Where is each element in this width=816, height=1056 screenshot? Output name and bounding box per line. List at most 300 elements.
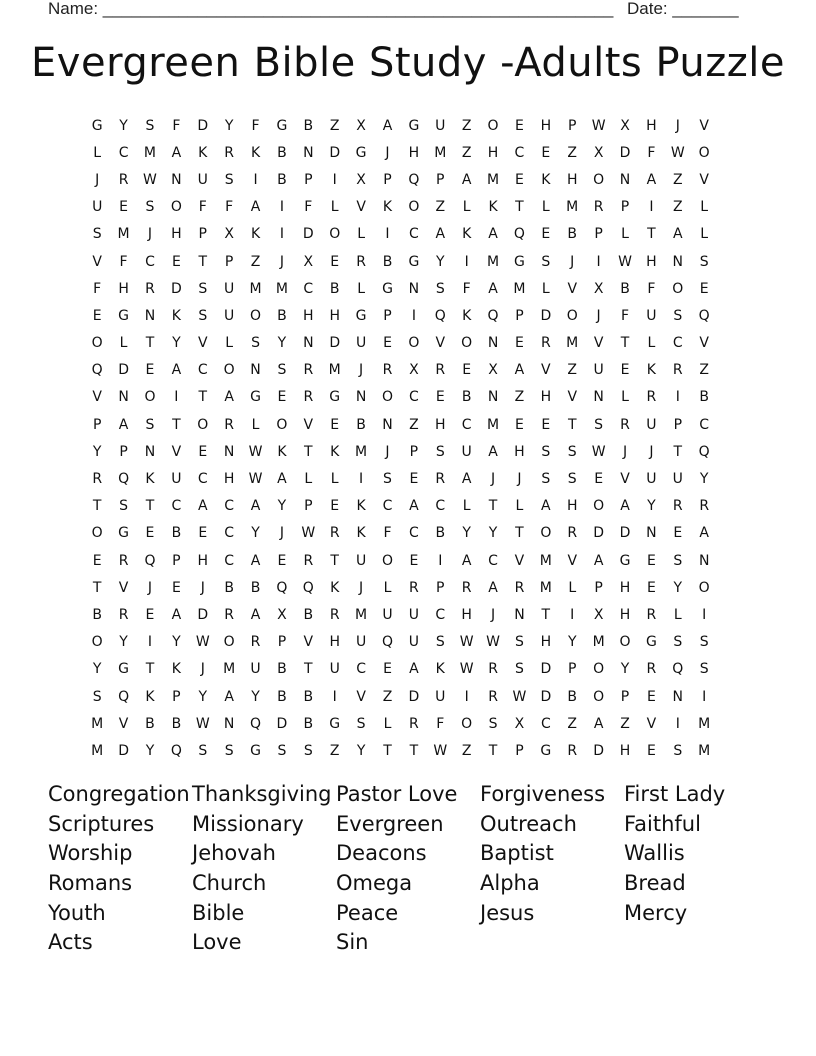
word-item: Evergreen (336, 811, 444, 836)
grid-cell: N (487, 335, 499, 352)
grid-cell: T (145, 498, 155, 515)
grid-cell: R (356, 253, 366, 270)
grid-cell: J (385, 144, 390, 161)
grid-cell: V (567, 280, 578, 297)
grid-cell: O (461, 715, 473, 732)
grid-cell: S (383, 471, 392, 488)
grid-cell: T (383, 742, 392, 759)
grid-cell: C (408, 226, 419, 243)
grid-cell: H (566, 171, 578, 188)
grid-cell: C (672, 335, 683, 352)
grid-cell: I (253, 171, 258, 188)
grid-cell: L (515, 498, 524, 515)
grid-cell: P (198, 226, 207, 243)
grid-cell: K (198, 144, 208, 161)
grid-row (84, 139, 717, 166)
grid-cell: B (699, 389, 709, 406)
grid-cell: T (145, 661, 155, 678)
grid-cell: F (436, 715, 445, 732)
grid-cell: T (198, 253, 208, 270)
word-item: Deacons (336, 841, 427, 866)
grid-cell: S (567, 443, 577, 460)
grid-cell: J (570, 253, 575, 270)
grid-cell: E (409, 471, 419, 488)
grid-cell: X (303, 253, 314, 270)
grid-cell: E (330, 416, 340, 433)
grid-cell: F (225, 199, 234, 216)
grid-row (84, 547, 717, 574)
grid-row (84, 710, 717, 737)
grid-cell: L (357, 226, 365, 243)
grid-cell: Y (673, 579, 683, 596)
grid-cell: X (514, 715, 525, 732)
grid-cell: L (119, 335, 128, 352)
grid-cell: L (621, 226, 629, 243)
grid-cell: R (540, 335, 551, 352)
grid-cell: F (304, 199, 313, 216)
grid-cell: B (303, 606, 314, 623)
grid-cell: E (435, 389, 445, 406)
word-item: Faithful (624, 811, 701, 836)
grid-cell: V (92, 389, 102, 406)
grid-cell: T (330, 552, 339, 569)
grid-cell: F (172, 117, 181, 134)
grid-cell: Y (172, 634, 181, 651)
grid-row (84, 737, 717, 764)
grid-cell: E (620, 362, 630, 379)
grid-cell: E (515, 117, 524, 134)
grid-cell: S (541, 443, 551, 460)
grid-cell: Z (672, 171, 683, 188)
grid-cell: S (224, 171, 234, 188)
grid-cell: Z (461, 144, 472, 161)
grid-cell: R (699, 498, 710, 515)
grid-cell: J (359, 579, 364, 596)
grid-cell: O (381, 552, 393, 569)
word-item: Missionary (192, 811, 304, 836)
grid-cell: R (646, 389, 657, 406)
grid-cell: R (329, 606, 340, 623)
grid-cell: P (568, 661, 577, 678)
grid-cell: N (303, 144, 314, 161)
grid-cell: R (118, 171, 129, 188)
grid-cell: N (593, 389, 604, 406)
grid-cell: L (251, 416, 260, 433)
grid-cell: C (303, 280, 314, 297)
grid-cell: P (383, 307, 392, 324)
word-item: Outreach (480, 811, 577, 836)
grid-cell: J (279, 253, 284, 270)
grid-cell: Z (329, 117, 340, 134)
grid-cell: G (355, 307, 367, 324)
grid-cell: K (277, 443, 287, 460)
grid-cell: A (514, 362, 525, 379)
grid-cell: P (304, 498, 313, 515)
grid-cell: I (570, 606, 575, 623)
grid-cell: J (385, 443, 390, 460)
grid-cell: F (198, 199, 207, 216)
grid-cell: C (382, 498, 393, 515)
grid-cell: W (670, 144, 685, 161)
grid-cell: M (566, 199, 579, 216)
grid-cell: P (568, 117, 577, 134)
grid-cell: S (699, 661, 709, 678)
grid-cell: D (329, 144, 341, 161)
grid-cell: R (382, 362, 393, 379)
grid-cell: V (118, 579, 129, 596)
grid-cell: X (593, 144, 604, 161)
grid-cell: E (646, 688, 656, 705)
grid-cell: T (145, 335, 155, 352)
grid-cell: Q (408, 171, 420, 188)
word-item: Love (192, 930, 242, 955)
grid-cell: M (487, 171, 500, 188)
grid-cell: Z (567, 362, 578, 379)
grid-cell: R (620, 416, 630, 433)
grid-cell: V (303, 634, 314, 651)
grid-cell: B (303, 715, 314, 732)
grid-cell: E (145, 525, 155, 542)
grid-cell: H (118, 280, 129, 297)
grid-cell: P (383, 171, 392, 188)
grid-cell: E (171, 253, 181, 270)
grid-cell: G (514, 253, 525, 270)
grid-cell: V (699, 335, 709, 352)
grid-cell: X (620, 117, 630, 134)
grid-cell: P (436, 171, 445, 188)
grid-cell: E (277, 552, 287, 569)
grid-cell: S (92, 226, 102, 243)
grid-cell: A (224, 688, 234, 705)
grid-cell: R (488, 661, 498, 678)
grid-cell: S (673, 742, 683, 759)
grid-cell: C (197, 471, 208, 488)
grid-cell: M (355, 443, 368, 460)
grid-cell: Z (699, 362, 709, 379)
grid-cell: S (198, 742, 208, 759)
grid-cell: V (435, 335, 446, 352)
grid-cell: L (225, 335, 234, 352)
grid-cell: K (462, 307, 472, 324)
grid-cell: R (409, 715, 419, 732)
grid-cell: A (409, 498, 419, 515)
grid-cell: Y (172, 335, 181, 352)
grid-cell: S (435, 280, 445, 297)
grid-row (84, 194, 717, 221)
grid-cell: B (171, 525, 182, 542)
grid-cell: B (435, 525, 446, 542)
grid-cell: K (330, 443, 340, 460)
grid-cell: K (646, 362, 656, 379)
grid-row (84, 438, 717, 465)
grid-cell: Z (435, 199, 446, 216)
grid-cell: M (355, 606, 368, 623)
grid-cell: F (462, 280, 471, 297)
word-item: Worship (48, 841, 133, 866)
grid-cell: R (92, 471, 103, 488)
grid-cell: G (250, 389, 261, 406)
grid-cell: A (488, 280, 498, 297)
grid-cell: E (198, 525, 208, 542)
grid-cell: O (223, 362, 235, 379)
grid-cell: M (513, 280, 526, 297)
grid-cell: H (329, 307, 340, 324)
grid-cell: Q (170, 742, 182, 759)
grid-cell: Z (567, 715, 578, 732)
grid-cell: C (171, 498, 182, 515)
grid-cell: G (645, 634, 657, 651)
grid-cell: I (385, 226, 390, 243)
grid-cell: D (540, 661, 552, 678)
grid-cell: O (250, 307, 262, 324)
grid-cell: K (145, 471, 155, 488)
word-item: Jehovah (192, 841, 276, 866)
grid-cell: V (303, 416, 314, 433)
grid-cell: X (356, 171, 366, 188)
word-item: Jesus (480, 900, 535, 925)
name-field-label: Name: ______________________________________________________ (48, 0, 614, 18)
grid-cell: R (303, 389, 314, 406)
grid-cell: A (171, 362, 182, 379)
grid-cell: I (438, 552, 443, 569)
word-column (48, 780, 192, 958)
grid-cell: T (92, 498, 102, 515)
grid-cell: O (91, 335, 103, 352)
grid-cell: O (593, 498, 605, 515)
grid-cell: S (92, 688, 102, 705)
grid-cell: J (490, 471, 496, 488)
grid-row (84, 302, 717, 329)
grid-cell: R (672, 498, 683, 515)
grid-cell: A (250, 199, 261, 216)
grid-row (84, 574, 717, 601)
grid-cell: Z (382, 688, 393, 705)
grid-cell: Y (251, 688, 260, 705)
grid-cell: T (541, 606, 551, 623)
grid-cell: Z (567, 144, 578, 161)
grid-cell: S (567, 471, 577, 488)
grid-cell: R (224, 144, 235, 161)
grid-cell: L (700, 226, 709, 243)
grid-cell: O (381, 389, 393, 406)
grid-cell: C (197, 362, 208, 379)
word-item: Church (192, 871, 267, 896)
grid-cell: P (119, 443, 128, 460)
grid-cell: H (514, 443, 525, 460)
grid-cell: J (517, 471, 522, 488)
grid-cell: I (675, 715, 680, 732)
grid-cell: Y (620, 661, 630, 678)
grid-cell: L (621, 389, 629, 406)
grid-cell: K (382, 199, 393, 216)
word-item: Peace (336, 900, 399, 925)
grid-cell: E (383, 661, 392, 678)
grid-cell: H (646, 117, 657, 134)
grid-cell: N (619, 171, 631, 188)
grid-cell: S (198, 307, 208, 324)
grid-cell: V (567, 552, 578, 569)
grid-cell: B (92, 606, 102, 623)
grid-cell: R (118, 552, 129, 569)
grid-cell: U (646, 416, 657, 433)
grid-cell: V (699, 117, 709, 134)
grid-cell: M (117, 226, 130, 243)
grid-cell: N (250, 362, 261, 379)
grid-cell: Q (487, 307, 499, 324)
grid-cell: B (329, 280, 340, 297)
grid-cell: S (541, 471, 551, 488)
grid-cell: Z (672, 199, 683, 216)
grid-cell: G (408, 117, 420, 134)
grid-cell: A (171, 606, 182, 623)
grid-cell: L (383, 715, 392, 732)
grid-cell: O (461, 335, 473, 352)
grid-cell: A (593, 715, 604, 732)
grid-cell: Z (514, 389, 525, 406)
grid-cell: A (382, 117, 393, 134)
grid-cell: H (223, 471, 235, 488)
grid-cell: K (145, 688, 155, 705)
grid-cell: E (646, 552, 656, 569)
grid-cell: H (408, 144, 420, 161)
grid-cell: V (567, 389, 578, 406)
grid-cell: Q (250, 715, 262, 732)
grid-cell: N (171, 171, 182, 188)
grid-cell: D (408, 688, 420, 705)
grid-cell: E (515, 335, 524, 352)
grid-cell: Q (698, 443, 710, 460)
grid-cell: T (409, 742, 419, 759)
grid-cell: L (304, 471, 313, 488)
grid-cell: X (356, 117, 366, 134)
grid-cell: N (698, 552, 710, 569)
grid-cell: G (619, 552, 631, 569)
grid-cell: Y (435, 253, 445, 270)
grid-cell: R (224, 606, 235, 623)
word-item: Omega (336, 871, 413, 896)
grid-cell: B (145, 715, 155, 732)
grid-cell: J (200, 579, 205, 596)
grid-cell: A (646, 171, 657, 188)
grid-cell: Z (461, 117, 472, 134)
grid-cell: E (92, 307, 102, 324)
grid-cell: R (409, 579, 419, 596)
grid-cell: V (356, 199, 366, 216)
grid-cell: C (435, 606, 446, 623)
grid-cell: Q (434, 307, 446, 324)
grid-cell: V (92, 253, 102, 270)
grid-cell: W (248, 443, 263, 460)
grid-cell: N (382, 416, 393, 433)
grid-cell: I (332, 688, 337, 705)
grid-cell: P (620, 688, 630, 705)
grid-cell: M (698, 715, 711, 732)
grid-cell: G (276, 117, 288, 134)
grid-cell: A (620, 498, 630, 515)
grid-cell: Y (224, 117, 234, 134)
grid-cell: A (488, 226, 498, 243)
grid-cell: Y (198, 688, 208, 705)
grid-cell: S (541, 253, 551, 270)
grid-cell: B (277, 661, 287, 678)
grid-cell: V (593, 335, 604, 352)
grid-cell: P (304, 171, 313, 188)
grid-cell: H (566, 498, 578, 515)
grid-cell: R (435, 362, 446, 379)
grid-cell: A (699, 525, 709, 542)
grid-cell: X (277, 606, 287, 623)
grid-cell: O (144, 389, 156, 406)
grid-cell: C (145, 253, 155, 270)
grid-cell: F (383, 525, 392, 542)
grid-cell: R (435, 471, 446, 488)
grid-cell: O (672, 280, 684, 297)
grid-cell: B (567, 688, 578, 705)
grid-cell: Y (92, 443, 102, 460)
header-fields (48, 0, 739, 19)
grid-cell: R (567, 742, 578, 759)
grid-cell: W (143, 171, 157, 188)
grid-cell: P (594, 579, 603, 596)
grid-cell: Y (647, 498, 656, 515)
grid-cell: U (593, 362, 604, 379)
grid-cell: U (197, 171, 208, 188)
grid-cell: R (118, 606, 129, 623)
grid-cell: B (277, 171, 287, 188)
grid-cell: F (93, 280, 102, 297)
grid-cell: A (250, 606, 261, 623)
grid-cell: A (673, 226, 683, 243)
grid-cell: Z (409, 416, 419, 433)
grid-cell: J (359, 362, 364, 379)
grid-cell: I (279, 226, 284, 243)
grid-cell: A (461, 171, 472, 188)
grid-cell: B (171, 715, 182, 732)
grid-cell: N (144, 443, 156, 460)
grid-cell: M (592, 634, 605, 651)
grid-cell: U (408, 634, 419, 651)
grid-cell: J (675, 117, 680, 134)
grid-cell: C (540, 715, 551, 732)
grid-cell: E (646, 579, 656, 596)
grid-cell: G (329, 715, 341, 732)
grid-cell: Q (672, 661, 684, 678)
grid-cell: H (619, 606, 631, 623)
grid-cell: B (250, 579, 261, 596)
grid-cell: K (356, 498, 366, 515)
grid-cell: Y (277, 335, 287, 352)
grid-cell: Q (118, 471, 130, 488)
grid-row (84, 357, 717, 384)
grid-cell: U (92, 199, 103, 216)
grid-cell: G (118, 525, 130, 542)
grid-cell: K (330, 579, 340, 596)
grid-cell: J (147, 226, 153, 243)
word-column (336, 780, 480, 958)
grid-cell: R (461, 579, 472, 596)
grid-cell: O (593, 661, 605, 678)
grid-row (84, 601, 717, 628)
grid-row (84, 493, 717, 520)
grid-cell: B (461, 389, 472, 406)
date-field-label: Date: _______ (627, 0, 739, 18)
grid-cell: E (673, 525, 683, 542)
grid-cell: F (251, 117, 260, 134)
grid-cell: R (250, 634, 261, 651)
grid-cell: C (408, 389, 419, 406)
grid-cell: X (593, 606, 604, 623)
grid-cell: U (171, 471, 182, 488)
